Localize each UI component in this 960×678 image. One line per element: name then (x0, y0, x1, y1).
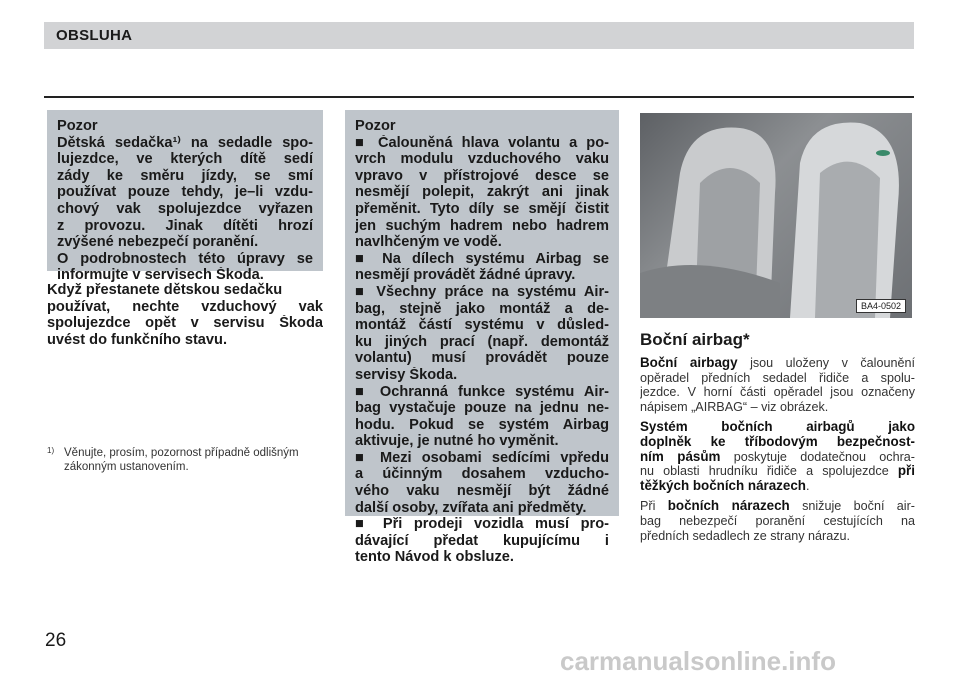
text-line: z provozu. Jinak dítěti hrozí (57, 217, 313, 234)
text-line: ■ Při prodeji vozidla musí pro- (355, 516, 609, 533)
bold-text: ním pásům (640, 449, 721, 464)
text-line (640, 499, 915, 514)
bold-text: těžkých bočních nárazech (640, 478, 806, 493)
text-line: Věnujte, prosím, pozornost případně odlišným (64, 447, 299, 459)
text-line: ■ Na dílech systému Airbag se (355, 250, 609, 267)
watermark: carmanualsonline.info (560, 646, 836, 676)
bold-text: bočních nárazech (667, 499, 790, 514)
text-line: přeměnit. Tyto díly se smějí čistit (355, 200, 609, 217)
text-line: spolujezdce opět v servisu Škoda (47, 315, 323, 332)
text: snižuje boční air- (789, 499, 915, 514)
footnote-mark: 1) (47, 446, 55, 455)
text-line: volantu) musí provádět pouze (355, 350, 609, 367)
text-line (640, 450, 915, 465)
seat-illustration (640, 113, 912, 318)
text: jsou uloženy v čalounění (737, 356, 915, 370)
text-line: informujte v servisech Škoda. (57, 267, 264, 284)
text-line (640, 529, 915, 544)
text-line: ku jiných prací (např. demontáž (355, 333, 609, 350)
text-line: nesmějí polepit, zakrýt ani jinak (355, 184, 609, 201)
text-line (640, 400, 915, 415)
warning-box-child-seat (47, 110, 323, 284)
text: Při (640, 499, 668, 514)
text-line: zády ke směru jízdy, se smí (57, 167, 313, 184)
section-header (44, 22, 914, 49)
text-line (640, 464, 915, 479)
seat-photo (640, 113, 912, 318)
side-airbag-heading: Boční airbag* (640, 330, 750, 349)
warning-box-airbag (345, 110, 619, 566)
text-line: používat pouze tehdy, je–li vzdu- (57, 184, 313, 201)
bold-text: doplněk ke tříbodovým bezpečnost- (640, 434, 915, 449)
text-line: aktivuje, je nutné ho vyměnit. (355, 433, 559, 450)
footnote (47, 446, 327, 474)
text-line (640, 371, 915, 386)
text-line: bag vystačuje pouze na jednu ne- (355, 400, 609, 417)
text: poskytuje dodatečnou ochra- (720, 449, 915, 464)
text-line: ■ Čalouněná hlava volantu a po- (355, 134, 609, 151)
text-line: Pozor (355, 118, 396, 134)
text: nu oblasti hrudníku řidiče a spolujezdce (640, 464, 898, 479)
text: jezdce. V horní části opěradel jsou označeny (640, 385, 915, 400)
text-line: vého vaku nesmějí být žádné (355, 483, 609, 500)
side-airbag-section (640, 330, 915, 549)
paragraph (640, 420, 915, 493)
text-line: další osoby, zvířata ani předměty. (355, 499, 587, 516)
text-line (640, 435, 915, 450)
text-line: uvést do funkčního stavu. (47, 331, 228, 348)
text-line: servisy Škoda. (355, 366, 458, 383)
text: . (805, 478, 810, 493)
text-line: lujezdce, ve kterých dítě sedí (57, 151, 313, 168)
text: opěradel předních sedadel řidiče a spolu- (640, 370, 915, 385)
bold-text: při (897, 464, 915, 479)
section-title: OBSLUHA (56, 27, 133, 44)
text-line: jen suchým hadrem nebo hadrem (355, 217, 609, 234)
text-line: a účinným dosahem vzducho- (355, 466, 609, 483)
text-line: hodu. Pokud se systém Airbag (355, 416, 609, 433)
text-line: tento Návod k obsluze. (355, 549, 514, 566)
text-line (640, 479, 915, 494)
paragraph (640, 356, 915, 414)
text-line: zvýšené nebezpečí poranění. (57, 234, 259, 251)
text-line (640, 385, 915, 400)
text-line: zákonným ustanovením. (64, 461, 189, 473)
text-line: ■ Ochranná funkce systému Air- (355, 383, 609, 400)
text-line: ■ Všechny práce na systému Air- (355, 283, 609, 300)
text-line: bag, stejně jako montáž a de- (355, 300, 609, 317)
divider (44, 96, 914, 98)
text-line: navlhčeným ve vodě. (355, 234, 502, 251)
paragraph (640, 499, 915, 543)
text-line: dávající předat kupujícímu i (355, 532, 609, 549)
text-line: Pozor (57, 118, 98, 134)
text-line: chový vak spolujezdce vyřazen (57, 200, 313, 217)
text-line: vrch modulu vzduchového vaku (355, 151, 609, 168)
figure-label: BA4-0502 (856, 299, 906, 313)
text-line (640, 514, 915, 529)
text: bag nebezpečí poranění cestujících na (640, 513, 915, 528)
text-line (640, 420, 915, 435)
text: nápisem „AIRBAG“ – viz obrázek. (640, 399, 829, 414)
text-line: Dětská sedačka¹⁾ na sedadle spo- (57, 134, 313, 151)
text-line: používat, nechte vzduchový vak (47, 298, 323, 315)
text-line: Když přestanete dětskou sedačku (47, 282, 283, 298)
bold-text: Boční airbagy (640, 356, 738, 370)
child-seat-note (47, 282, 323, 348)
bold-text: Systém bočních airbagů jako (640, 420, 915, 435)
text-line: O podrobnostech této úpravy se (57, 250, 313, 267)
text-line: vpravo v přístrojové desce se (355, 167, 609, 184)
page-number: 26 (45, 630, 67, 651)
text-line: nesmějí provádět žádné úpravy. (355, 267, 576, 284)
text-line (640, 356, 915, 371)
text-line: ■ Mezi osobami sedícími vpředu (355, 449, 609, 466)
text: předních sedadlech ze strany nárazu. (640, 528, 851, 543)
text-line: montáž částí systému v důsled- (355, 317, 609, 334)
